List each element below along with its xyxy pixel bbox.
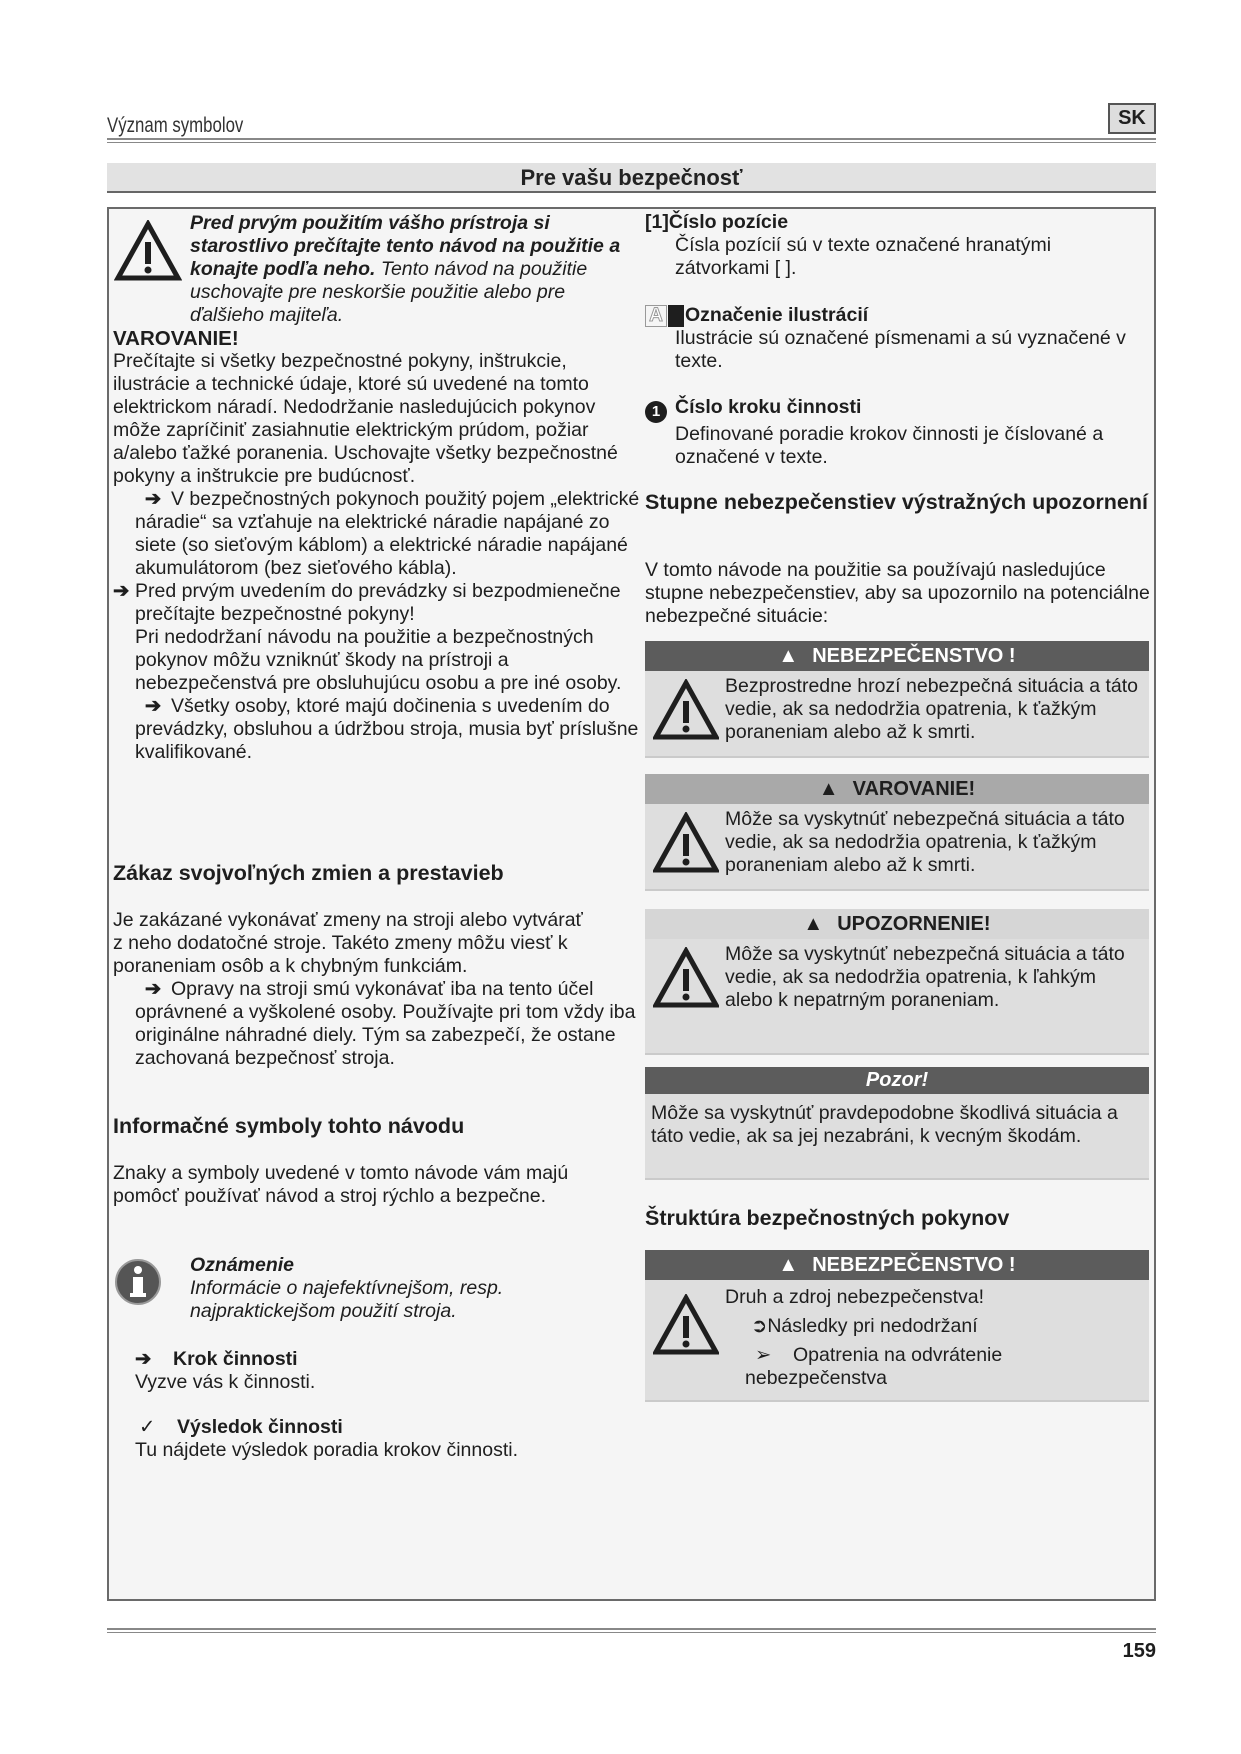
structure-title: NEBEZPEČENSTVO !: [812, 1254, 1016, 1276]
heading-hazard-levels: Stupne nebezpečenstiev výstražných upozornení: [645, 490, 1148, 514]
structure-hazard: Druh a zdroj nebezpečenstva!: [725, 1286, 985, 1308]
arrow-icon: ➔: [135, 1348, 152, 1370]
list-item: [113, 695, 643, 764]
illustration-letter-icon: A: [645, 305, 667, 327]
list-item-text: Pred prvým uvedením do prevádzky si bezpodmienečne prečítajte bezpečnostné pokyny!: [135, 580, 621, 625]
structure-box-header: [645, 1250, 1149, 1280]
danger-box-body: [645, 671, 1149, 758]
warning-small-icon: ▲: [803, 913, 824, 935]
step-number-title: Číslo kroku činnosti: [675, 396, 862, 418]
list-item-text: Opravy na stroji smú vykonávať iba na tento účel oprávnené a vyškolené osoby. Používajte pri tom vždy iba originálne náhradné diely. Tým sa zabezpečí, že ostane zachovaná bezpečnosť stroja.: [135, 978, 636, 1069]
notice-text: Informácie o najefektívnejšom, resp. najpraktickejšom použití stroja.: [190, 1277, 504, 1322]
result-text: Tu nájdete výsledok poradia krokov činnosti.: [135, 1439, 518, 1461]
danger-title: NEBEZPEČENSTVO !: [812, 645, 1016, 667]
illustration-marker-icon: [668, 305, 684, 327]
warning-text: Prečítajte si všetky bezpečnostné pokyny, inštrukcie, ilustrácie a technické údaje, ktoré sú uvedené na tomto elektrickom náradí. Nedodržanie nasledujúcich pokynov môže zapríčiniť zasiahnutie elektrickým prúdom, požiar a/alebo ťažké poranenia. Uschovajte všetky bezpečnostné pokyny a inštrukcie pre budúcnosť.: [113, 350, 618, 487]
hazard-levels-text: V tomto návode na použitie sa používajú nasledujúce stupne nebezpečenstiev, aby sa upozornilo na potenciálne nebezpečné situácie:: [645, 559, 1150, 627]
consequence-arrow-icon: ➲: [751, 1315, 768, 1337]
structure-box-body: [645, 1280, 1149, 1402]
step-number-block: [645, 396, 1145, 469]
result-block: [135, 1416, 635, 1462]
notice-box-title: Pozor!: [645, 1067, 1149, 1094]
position-text: Čísla pozícií sú v texte označené hranatými zátvorkami [ ].: [675, 234, 1052, 279]
notice-block: [190, 1254, 630, 1323]
arrow-icon: ➔: [113, 580, 130, 602]
notice-box: [645, 1067, 1149, 1180]
intro-bold: Pred prvým použitím vášho prístroja si starostlivo prečítajte tento návod na použitie a konajte podľa neho.: [190, 212, 621, 280]
intro-rest: Tento návod na použitie uschovajte pre neskoršie použitie alebo pre ďalšieho majiteľa.: [190, 258, 588, 326]
warning-triangle-icon: [653, 947, 719, 1009]
caution-box-body: [645, 939, 1149, 1055]
warning-box-body: [645, 804, 1149, 891]
modifications-section: [113, 909, 643, 1070]
heading-info-symbols: Informačné symboly tohto návodu: [113, 1114, 465, 1138]
info-symbols-text: Znaky a symboly uvedené v tomto návode vám majú pomôcť používať návod a stroj rýchlo a bezpečne.: [113, 1162, 569, 1207]
warning-triangle-icon: [114, 220, 182, 282]
header-divider: [107, 138, 1156, 143]
structure-consequence: Následky pri nedodržaní: [767, 1315, 978, 1337]
warning-section: [113, 327, 643, 764]
list-item: [113, 580, 643, 626]
position-number-block: [645, 211, 1145, 280]
step-block: [135, 1348, 635, 1394]
notice-title: Oznámenie: [190, 1254, 295, 1276]
checkmark-icon: ✓: [139, 1416, 156, 1438]
danger-text: Bezprostredne hrozí nebezpečná situácia a táto vedie, ak sa nedodržia opatrenia, k ťažkým poraneniam alebo až k smrti.: [725, 675, 1139, 743]
warning-small-icon: ▲: [778, 645, 799, 667]
danger-box-header: [645, 641, 1149, 671]
list-item: [113, 488, 643, 580]
illustration-block: [645, 304, 1145, 373]
page-number: 159: [1122, 1640, 1156, 1662]
step-number-icon: 1: [645, 401, 667, 423]
step-text: Vyzve vás k činnosti.: [135, 1371, 316, 1393]
caution-text: Môže sa vyskytnúť nebezpečná situácia a táto vedie, ak sa nedodržia opatrenia, k ľahkým alebo k nepatrným poraneniam.: [725, 943, 1125, 1011]
page-title: Pre vašu bezpečnosť: [107, 163, 1156, 193]
position-marker: [1]: [645, 211, 669, 233]
list-item-continuation: Pri nedodržaní návodu na použitie a bezpečnostných pokynov môžu vzniknúť škody na prístroji a nebezpečenstvá pre obsluhujúcu osobu a pre iné osoby.: [135, 626, 622, 694]
position-title: Číslo pozície: [668, 211, 789, 233]
warning-triangle-icon: [653, 679, 719, 741]
info-icon: [114, 1258, 162, 1306]
danger-box: [645, 641, 1149, 758]
arrow-icon: ➔: [144, 695, 162, 717]
illustration-text: Ilustrácie sú označené písmenami a sú vyznačené v texte.: [675, 327, 1126, 372]
structure-box: [645, 1250, 1149, 1402]
caution-box: [645, 909, 1149, 1055]
modifications-text: Je zakázané vykonávať zmeny na stroji alebo vytvárať z neho dodatočné stroje. Takéto zmeny môžu viesť k poraneniam osôb a k chybným funkciám.: [113, 909, 583, 977]
list-item-text: V bezpečnostných pokynoch použitý pojem „elektrické náradie“ sa vzťahuje na elektrické náradie napájané zo siete (so sieťovým káblom) a elektrické náradie napájané akumulátorom (bez sieťového kábla).: [135, 488, 640, 579]
warning-small-icon: ▲: [818, 778, 839, 800]
warning-small-icon: ▲: [778, 1254, 799, 1276]
heading-modifications: Zákaz svojvoľných zmien a prestavieb: [113, 861, 504, 885]
notice-box-text: Môže sa vyskytnúť pravdepodobne škodlivá situácia a táto vedie, ak sa jej nezabráni, k vecným škodám.: [645, 1094, 1149, 1180]
footer-divider: [107, 1628, 1156, 1633]
intro-text: [190, 212, 630, 327]
warning-box-text: Môže sa vyskytnúť nebezpečná situácia a táto vedie, ak sa nedodržia opatrenia, k ťažkým poraneniam alebo až k smrti.: [725, 808, 1125, 876]
illustration-title: Označenie ilustrácií: [685, 304, 869, 326]
measure-arrow-icon: ➢: [755, 1344, 772, 1366]
list-item-text: Všetky osoby, ktoré majú dočinenia s uvedením do prevádzky, obsluhou a údržbou stroja, musia byť príslušne kvalifikované.: [135, 695, 639, 763]
step-title: Krok činnosti: [173, 1348, 298, 1370]
step-number-text: Definované poradie krokov činnosti je číslované a označené v texte.: [675, 423, 1104, 468]
arrow-icon: ➔: [144, 488, 162, 510]
structure-content: [645, 1280, 1149, 1390]
warning-triangle-icon: [653, 1294, 719, 1356]
caution-box-header: [645, 909, 1149, 939]
heading-structure: Štruktúra bezpečnostných pokynov: [645, 1206, 1010, 1230]
warning-title: VAROVANIE!: [113, 327, 239, 350]
caution-title: UPOZORNENIE!: [837, 913, 991, 935]
warning-box: [645, 774, 1149, 891]
result-title: Výsledok činnosti: [177, 1416, 343, 1438]
warning-box-title: VAROVANIE!: [852, 778, 976, 800]
structure-measures: Opatrenia na odvrátenie nebezpečenstva: [745, 1344, 1003, 1389]
arrow-icon: ➔: [144, 978, 162, 1000]
language-badge: SK: [1108, 103, 1156, 134]
warning-triangle-icon: [653, 812, 719, 874]
warning-box-header: [645, 774, 1149, 804]
list-item: [113, 978, 643, 1070]
section-header: Význam symbolov: [107, 114, 244, 137]
